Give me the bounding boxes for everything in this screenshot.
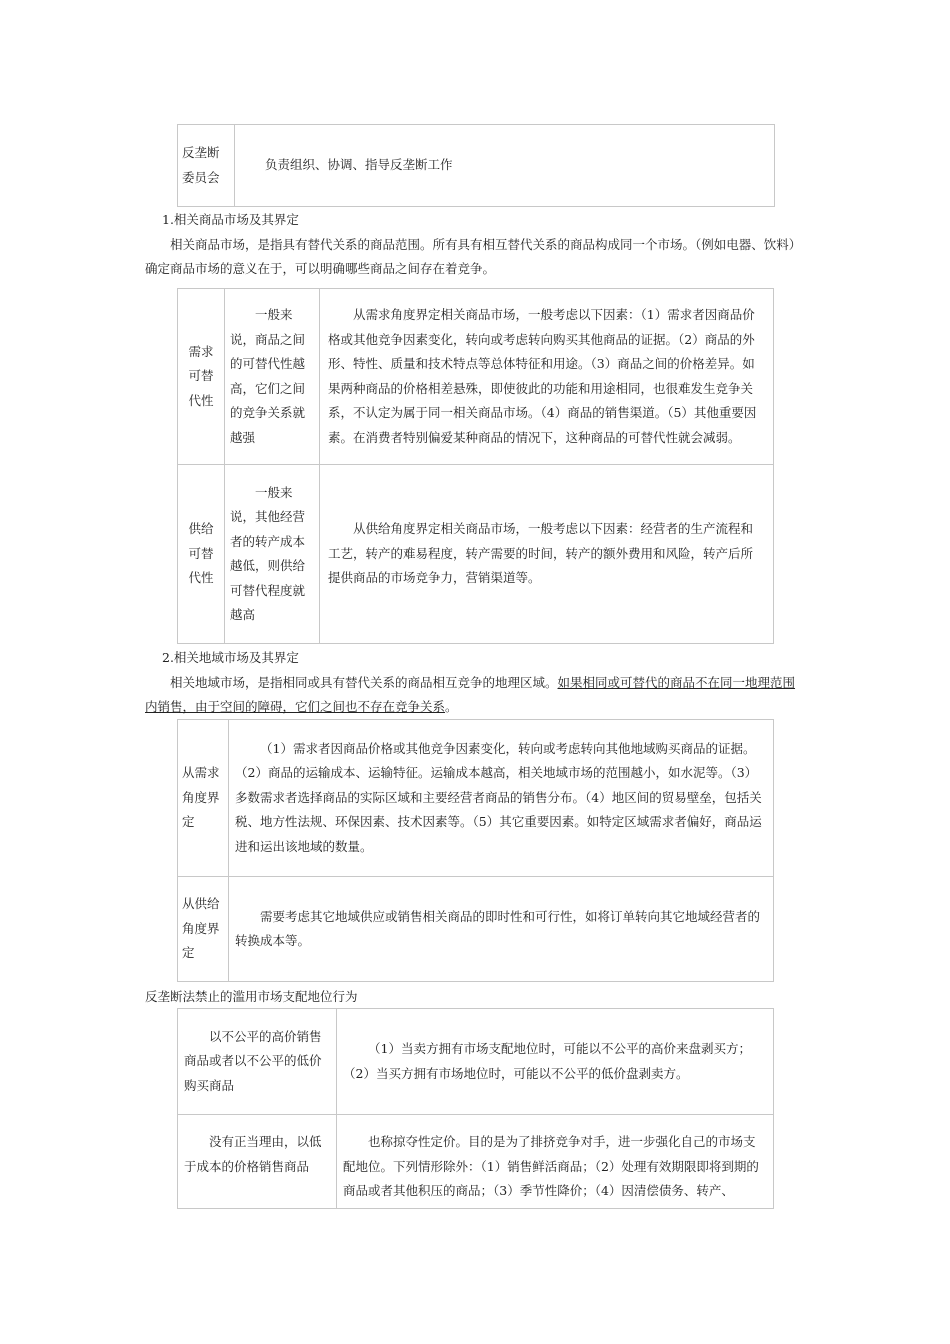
table-detail-cell bbox=[337, 1115, 774, 1209]
table-label-cell bbox=[178, 289, 225, 465]
row-label: 没有正当理由，以低于成本的价格销售商品 bbox=[184, 1134, 322, 1174]
table-row bbox=[178, 1009, 774, 1115]
table-detail-cell bbox=[320, 289, 774, 465]
row-summary: 一般来说，商品之间的可替代性越高，它们之间的竞争关系就越强 bbox=[230, 307, 306, 445]
table-label-cell bbox=[178, 1009, 337, 1115]
table-detail-cell bbox=[229, 720, 774, 877]
table-row bbox=[178, 877, 774, 982]
table-label-cell bbox=[178, 465, 225, 644]
table-row bbox=[178, 1115, 774, 1209]
section2-end: 。 bbox=[445, 699, 458, 714]
row-label: 以不公平的高价销售商品或者以不公平的低价购买商品 bbox=[184, 1028, 322, 1093]
row-label: 从需求角度界定 bbox=[182, 765, 220, 830]
table-summary-cell bbox=[225, 465, 320, 644]
product-market-table bbox=[177, 288, 774, 644]
row-summary: 一般来说，其他经营者的转产成本越低，则供给可替代程度就越高 bbox=[230, 484, 306, 622]
row-detail: （1）当卖方拥有市场支配地位时，可能以不公平的高价来盘剥买方；（2）当买方拥有市场地位时，可能以不公平的低价盘剥卖方。 bbox=[343, 1041, 751, 1081]
row-label: 需求可替代性 bbox=[188, 343, 214, 408]
row-detail: 从供给角度界定相关商品市场，一般考虑以下因素：经营者的生产流程和工艺，转产的难易程度，转产需要的时间，转产的额外费用和风险，转产后所提供商品的市场竞争力，营销渠道等。 bbox=[328, 521, 754, 586]
table-label-cell bbox=[178, 1115, 337, 1209]
section1-paragraph: 相关商品市场，是指具有替代关系的商品范围。所有具有相互替代关系的商品构成同一个市场。（例如电器、饮料）确定商品市场的意义在于，可以明确哪些商品之间存在着竞争。 bbox=[145, 237, 796, 276]
table-row bbox=[178, 465, 774, 644]
table-row bbox=[178, 720, 774, 877]
table-row bbox=[178, 289, 774, 465]
table-row bbox=[178, 125, 775, 207]
row-detail: 也称掠夺性定价。目的是为了排挤竞争对手，进一步强化自己的市场支配地位。下列情形除外：（1）销售鲜活商品；（2）处理有效期限即将到期的商品或者其他积压的商品；（3）季节性降价；（4）因清偿债务、转产、 bbox=[343, 1134, 759, 1198]
table-detail-cell bbox=[320, 465, 774, 644]
table-detail-cell bbox=[337, 1009, 774, 1115]
row-detail: 需要考虑其它地域供应或销售相关商品的即时性和可行性，如将订单转向其它地域经营者的转换成本等。 bbox=[235, 908, 761, 948]
section2-paragraph bbox=[145, 671, 800, 719]
geographic-market-table bbox=[177, 719, 774, 982]
table-summary-cell bbox=[225, 289, 320, 465]
row-detail: （1）需求者因商品价格或其他竞争因素变化，转向或考虑转向其他地域购买商品的证据。（2）商品的运输成本、运输特征。运输成本越高，相关地域市场的范围越小，如水泥等。（3）多数需求者选择商品的实际区域和主要经营者商品的销售分布。（4）地区间的贸易壁垒，包括关税、地方性法规、环保因素、技术因素等。（5）其它重要因素。如特定区域需求者偏好，商品运进和运出该地域的数量。 bbox=[235, 740, 762, 854]
committee-label: 反垄断委员会 bbox=[182, 145, 220, 185]
row-label: 供给可替代性 bbox=[188, 521, 214, 586]
section1-heading: 1.相关商品市场及其界定 bbox=[162, 212, 299, 227]
row-detail: 从需求角度界定相关商品市场，一般考虑以下因素：（1）需求者因商品价格或其他竞争因素变化，转向或考虑转向购买其他商品的证据。（2）商品的外形、特性、质量和技术特点等总体特征和用途。（3）商品之间的价格差异。如果两种商品的价格相差悬殊，即使彼此的功能和用途相同，也很难发生竞争关系，不认定为属于同一相关商品市场。（4）商品的销售渠道。（5）其他重要因素。在消费者特别偏爱某种商品的情况下，这种商品的可替代性就会减弱。 bbox=[328, 307, 757, 445]
table-detail-cell bbox=[229, 877, 774, 982]
section2-text: 相关地域市场，是指相同或具有替代关系的商品相互竞争的地理区域。 bbox=[170, 675, 558, 690]
section3-heading: 反垄断法禁止的滥用市场支配地位行为 bbox=[145, 989, 358, 1004]
table-label-cell bbox=[178, 877, 229, 982]
section2-heading: 2.相关地域市场及其界定 bbox=[162, 650, 299, 665]
table-label-cell bbox=[178, 720, 229, 877]
committee-table bbox=[177, 124, 775, 207]
abuse-dominance-table bbox=[177, 1008, 774, 1209]
section2-underlined-text: 如果相同或可替代的商品不在同一地理范围内销售，由于空间的障碍，它们之间也不存在竞争关系 bbox=[145, 675, 796, 714]
table-detail-cell bbox=[235, 125, 775, 207]
committee-text: 负责组织、协调、指导反垄断工作 bbox=[265, 157, 453, 173]
row-label: 从供给角度界定 bbox=[182, 896, 220, 961]
table-label-cell bbox=[178, 125, 235, 207]
